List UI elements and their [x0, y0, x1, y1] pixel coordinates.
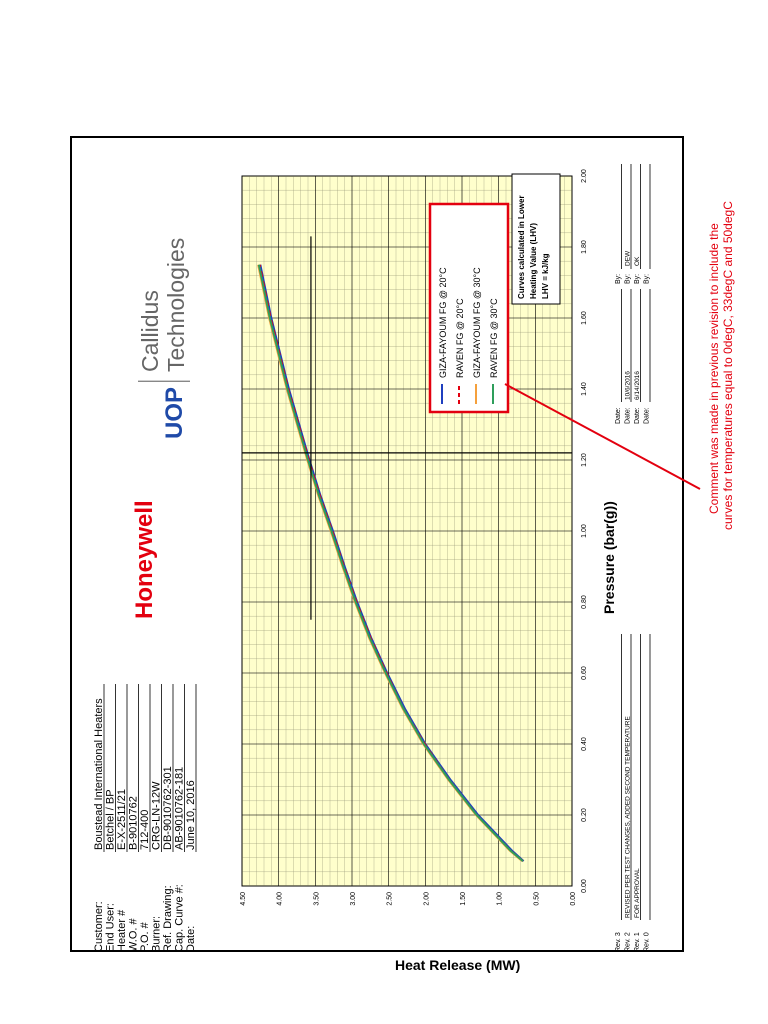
- x-tick-label: 0.00: [581, 879, 588, 893]
- x-axis-label: Pressure (bar(g)): [601, 501, 617, 614]
- y-tick-label: 4.00: [276, 892, 284, 906]
- header-label: Heater #: [116, 909, 128, 952]
- revision-block: [615, 164, 651, 952]
- header-label: Cap. Curve #:: [173, 884, 186, 952]
- header-value: B-9010762: [127, 796, 140, 850]
- honeywell-wordmark: Honeywell: [131, 500, 158, 619]
- legend-label: RAVEN FG @ 20°C: [455, 298, 465, 378]
- x-tick-label: 0.20: [581, 808, 588, 822]
- x-tick-label: 0.80: [581, 595, 588, 609]
- header-label: Date:: [185, 925, 197, 952]
- y-tick-label: 0.00: [570, 892, 577, 906]
- legend-label: RAVEN FG @ 30°C: [489, 298, 499, 378]
- heat-release-chart: [240, 169, 617, 973]
- uop-wordmark: UOP: [161, 386, 188, 439]
- x-tick-label: 1.60: [581, 311, 588, 325]
- company-logo: [131, 238, 190, 619]
- x-tick-label: 1.20: [581, 453, 588, 467]
- y-tick-label: 1.50: [460, 892, 467, 906]
- revision-by-label: By:: [624, 273, 632, 284]
- legend: [430, 204, 508, 412]
- revision-by-label: By:: [615, 273, 622, 284]
- revision-description: FOR APPROVAL: [634, 868, 641, 918]
- header-value: 712-400: [139, 809, 151, 850]
- y-tick-label: 3.00: [350, 892, 357, 906]
- header-label: W.O. #: [127, 918, 140, 952]
- header-info-block: [93, 684, 197, 952]
- header-value: E-X-2511/21: [116, 789, 128, 850]
- revision-by: DEW: [624, 250, 632, 266]
- x-tick-label: 2.00: [581, 169, 588, 183]
- header-value: AB-9010762-181: [173, 766, 186, 850]
- revision-date: 10/6/2016: [624, 371, 632, 400]
- header-label: Customer:: [93, 901, 105, 952]
- header-value: June 10, 2016: [185, 780, 197, 850]
- revision-date-label: Date:: [634, 407, 641, 424]
- revision-number: Rev. 3: [615, 932, 622, 952]
- x-tick-label: 1.00: [581, 524, 588, 538]
- y-tick-label: 2.50: [386, 892, 394, 906]
- x-tick-label: 1.40: [581, 382, 588, 396]
- x-tick-label: 0.40: [581, 737, 588, 751]
- revision-date-label: Date:: [643, 407, 651, 424]
- revision-date-label: Date:: [615, 407, 622, 424]
- y-tick-labels: [240, 892, 577, 906]
- x-tick-label: 0.60: [581, 666, 588, 680]
- revision-by-label: By:: [634, 273, 641, 284]
- revision-date-label: Date:: [624, 407, 632, 424]
- annotation-line-1: Comment was made in previous revision to include the: [707, 223, 721, 514]
- lhv-note-line-1: Curves calculated in Lower: [517, 195, 526, 299]
- legend-label: GIZA-FAYOUM FG @ 20°C: [438, 267, 448, 378]
- callidus-wordmark: Callidus: [137, 290, 163, 372]
- revision-date: 6/14/2016: [634, 371, 641, 400]
- lhv-note-line-3: LHV = kJ/kg: [541, 253, 550, 299]
- legend-label: GIZA-FAYOUM FG @ 30°C: [472, 267, 482, 378]
- header-label: End User:: [104, 903, 117, 952]
- lhv-note: [512, 174, 560, 304]
- y-tick-label: 4.50: [240, 892, 247, 906]
- revision-number: Rev. 0: [643, 932, 651, 952]
- y-tick-label: 1.00: [496, 892, 504, 906]
- header-label: P.O. #: [139, 922, 151, 952]
- revision-number: Rev. 2: [624, 932, 632, 952]
- header-value: Betchel / BP: [104, 789, 117, 850]
- revision-by: OK: [634, 256, 641, 266]
- technologies-wordmark: Technologies: [163, 237, 189, 372]
- revision-by-label: By:: [643, 273, 651, 284]
- logo-divider: [138, 381, 190, 382]
- header-value: CRG-LN-12W: [150, 781, 163, 850]
- x-tick-label: 1.80: [581, 240, 588, 254]
- header-label: Burner:: [150, 915, 163, 952]
- revision-description: REVISED PER TEST CHANGES, ADDED SECOND TEMPERATURE: [624, 716, 632, 918]
- y-tick-label: 0.50: [533, 892, 541, 906]
- lhv-note-line-2: Heating Value (LHV): [529, 222, 538, 299]
- annotation-line-2: curves for temperatures equal to 0degC, 33degC and 50degC: [721, 201, 735, 530]
- header-value: DB-9010762-301: [162, 766, 174, 850]
- header-value: Boustead International Heaters: [93, 698, 105, 850]
- y-tick-label: 2.00: [423, 892, 431, 906]
- x-tick-labels: [581, 169, 588, 893]
- y-axis-label: Heat Release (MW): [395, 957, 521, 973]
- revision-number: Rev. 1: [634, 932, 641, 952]
- y-tick-label: 3.50: [313, 892, 321, 906]
- header-label: Ref. Drawing:: [162, 885, 174, 952]
